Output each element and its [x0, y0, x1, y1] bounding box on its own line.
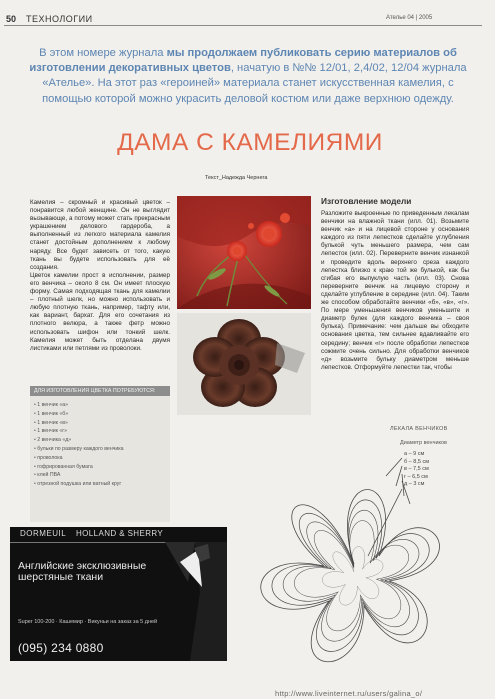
materials-heading: ДЛЯ ИЗГОТОВЛЕНИЯ ЦВЕТКА ПОТРЕБУЮТСЯ:: [30, 386, 170, 396]
legend-item: д – 3 см: [404, 481, 425, 488]
materials-item: • 1 венчик «в»: [34, 419, 168, 428]
howto-heading: Изготовление модели: [321, 196, 412, 206]
materials-list: [34, 401, 168, 489]
ad-brand-holland-sherry: HOLLAND & SHERRY: [76, 529, 164, 538]
ad-suit-graphic: [150, 542, 227, 661]
intro-text-2: , начатую в №№ 12/01, 2,4/02, 12/04 журнала «Ателье». На этот раз «героиней» материала станет искусственная камелия, с помощью которой можно украсить деловой костюм или даже верхнюю одежду.: [42, 62, 467, 105]
howto-text: Разложите выкроенные по приведенным лекалам венчики на влажной ткани (илл. 01). Возьмите венчик «а» и на лицевой стороне у основания каждого из пяти лепестков сделайте углубления булькой чуть меньшего размера, чем сам лепесток (илл. 02). Переверните венчик изнанкой и проведите вдоль верхнего среза каждого лепестка близко к краю той же булькой, как бы сгибая его выпуклую часть (илл. 03). Снова переверните венчик на лицевую сторону и сделайте углубление в середине (илл. 04). Таким же способом обработайте венчики «б», «в», «г». По мере уменьшения венчиков уменьшите и диаметр булек (для каждого венчика – своя булька). Примечание: чем дальше вы обходите основания цветка, тем сильнее вдавливайте его середину; венчик «г» после обработки лепестков сожмите очень сильно. Для обработки венчиков «д» возьмите бульку диаметром меньше лепестков. Отформуйте лепестки так, чтобы: [321, 210, 469, 371]
ad-brand-dormeuil: DORMEUIL: [20, 529, 67, 538]
intro-text-1: В этом номере журнала: [39, 47, 167, 59]
issue-info: Ателье 04 | 2005: [386, 15, 433, 21]
intro-paragraph: [28, 46, 468, 107]
pattern-title: ЛЕКАЛА ВЕНЧИКОВ: [390, 426, 448, 432]
materials-box: [30, 386, 170, 522]
materials-item: • 1 венчик «а»: [34, 401, 168, 410]
header-divider: [4, 25, 482, 26]
article-title: ДАМА С КАМЕЛИЯМИ: [117, 129, 383, 156]
petal-pattern-diagram: [236, 436, 490, 686]
materials-item: • бульки по размеру каждого венчика: [34, 445, 168, 454]
left-column: [30, 199, 170, 353]
materials-item: • 1 венчик «б»: [34, 410, 168, 419]
legend-item: г – 6,5 см: [404, 473, 428, 480]
petal-outline-d: [294, 521, 408, 631]
legend-item: б – 8,5 см: [404, 458, 429, 465]
left-paragraph: Цветок камелии прост в исполнении, размер его венчика – около 8 см. Он имеет плоскую форму. Самая подходящая ткань для камелии – плотный шелк, но можно использовать и любую плотную ткань, например, тафту или, как вариант, бархат. Для его сочетания из плотного велюра, а также фетр можно использовать шифон или тонкий шелк. Камелия может быть отделана двумя листиками или петлями из проволоки.: [30, 271, 170, 352]
petal-outline-c: [283, 510, 419, 641]
legend-item: в – 7,5 см: [404, 466, 429, 473]
ad-headline: Английские эксклюзивные шерстяные ткани: [18, 560, 147, 583]
materials-item: • гофрированная бумага: [34, 463, 168, 472]
page-number: 50: [6, 14, 17, 24]
materials-item: • 1 венчик «г»: [34, 427, 168, 436]
intro-text-bold: мы продолжаем публиковать серию материалов об изготовлении декоративных цветов: [29, 47, 457, 75]
ad-subtitle: Super 100-200 · Кашемир · Викуньи на заказ за 5 дней: [18, 619, 158, 625]
ad-phone: (095) 234 0880: [18, 641, 104, 655]
materials-item: • отрезной подушка или ватный круг: [34, 480, 168, 489]
advertisement[interactable]: [10, 527, 227, 661]
materials-item: • 2 венчика «д»: [34, 436, 168, 445]
article-author: Текст_Надежда Чернега: [205, 175, 268, 181]
photo-red-camellias: [177, 196, 311, 309]
petal-outline-b: [272, 500, 429, 652]
watermark-url: http://www.liveinternet.ru/users/galina_o/: [275, 689, 423, 698]
pattern-legend-title: Диаметр венчиков: [400, 440, 447, 446]
photo-brown-camellia: [177, 313, 311, 415]
legend-item: а – 9 см: [404, 451, 425, 457]
materials-item: • клей ПВА: [34, 471, 168, 480]
left-paragraph: Камелия – скромный и красивый цветок – понравится любой женщине. Он не выглядит вызывающе, а потому может стать прекрасным украшением делового гардероба, а выполненный из легкого материала камелия станет достойным дополнением к любому наряду. Все будет зависеть от того, какую ткань вы будете использовать для её создания.: [30, 199, 170, 271]
materials-item: • проволока: [34, 454, 168, 463]
section-title: ТЕХНОЛОГИИ: [26, 14, 93, 24]
